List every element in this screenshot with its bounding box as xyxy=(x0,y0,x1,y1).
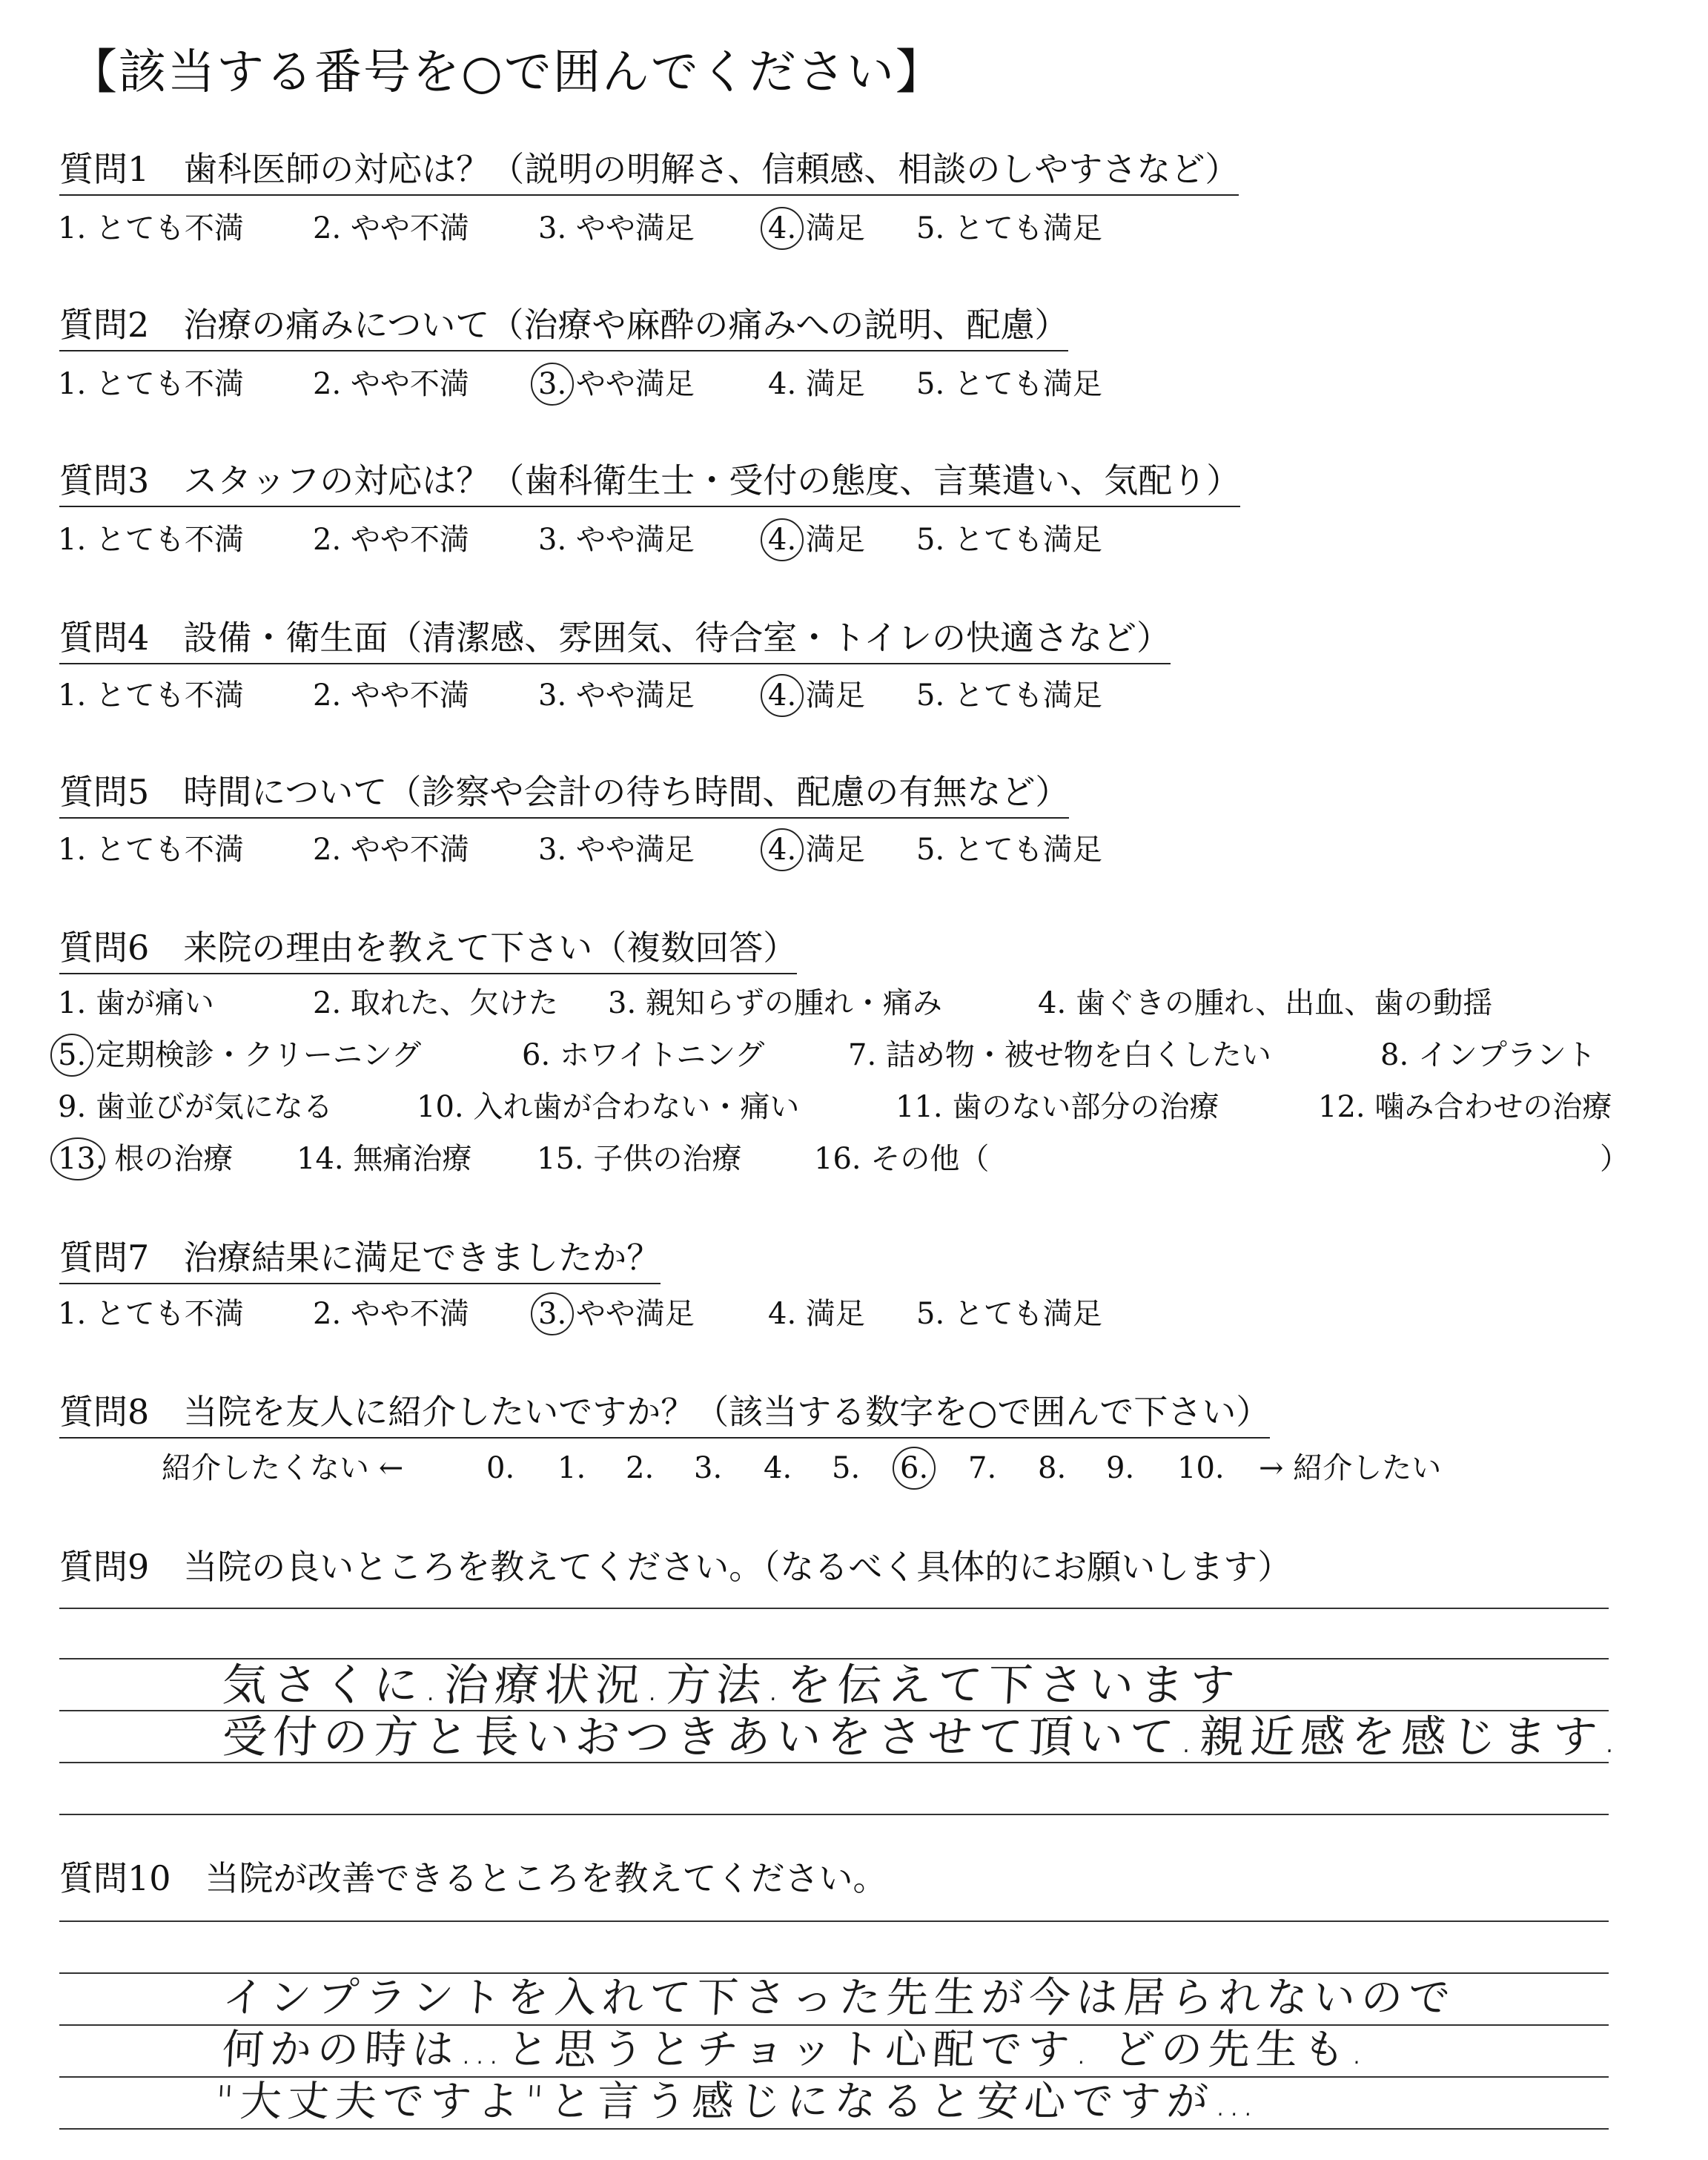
q1-option-4[interactable]: 4. 満足 xyxy=(768,208,865,249)
question-3-title: 質問3 スタッフの対応は？（歯科衛生士・受付の態度、言葉遣い、気配り） xyxy=(59,460,1240,507)
q8-option-2[interactable]: 2. xyxy=(626,1451,655,1485)
question-7-options xyxy=(58,1293,1689,1335)
q6-option-3[interactable]: 3. 親知らずの腫れ・痛み xyxy=(608,986,942,1020)
q2-option-4[interactable]: 4. 満足 xyxy=(768,367,865,401)
q10-answer-line-3: "大丈夫ですよ"と言う感じになると安心ですが… xyxy=(214,2078,1263,2126)
q5-option-5[interactable]: 5. とても満足 xyxy=(916,833,1102,867)
question-4-options xyxy=(58,675,1689,716)
answer-line xyxy=(59,1920,1609,1922)
q8-option-5[interactable]: 5. xyxy=(832,1451,861,1485)
q7-option-1[interactable]: 1. とても不満 xyxy=(58,1297,244,1331)
answer-line xyxy=(59,2128,1609,2130)
q8-option-7[interactable]: 7. xyxy=(968,1451,997,1485)
answer-line xyxy=(59,1608,1609,1609)
q2-option-5[interactable]: 5. とても満足 xyxy=(916,367,1102,401)
question-2-options xyxy=(58,363,1689,405)
selection-circle xyxy=(531,363,574,406)
selection-circle xyxy=(893,1447,936,1490)
question-5-title: 質問5 時間について（診察や会計の待ち時間、配慮の有無など） xyxy=(59,771,1069,819)
q7-option-4[interactable]: 4. 満足 xyxy=(768,1297,865,1331)
q6-option-2[interactable]: 2. 取れた、欠けた xyxy=(313,986,558,1020)
q6-option-12[interactable]: 12. 噛み合わせの治療 xyxy=(1318,1090,1612,1124)
question-8-scale xyxy=(58,1447,1689,1489)
question-1-options xyxy=(58,208,1689,249)
q6-option-7[interactable]: 7. 詰め物・被せ物を白くしたい xyxy=(848,1038,1271,1072)
q6-option-4[interactable]: 4. 歯ぐきの腫れ、出血、歯の動揺 xyxy=(1038,986,1493,1020)
question-1-title: 質問1 歯科医師の対応は？（説明の明解さ、信頼感、相談のしやすさなど） xyxy=(59,148,1239,196)
question-6-row-1 xyxy=(58,982,1689,1024)
q10-answer-line-2: 何かの時は…と思うとチョット心配です. どの先生も. xyxy=(221,2026,1371,2074)
question-3-options xyxy=(58,519,1689,561)
q1-option-1[interactable]: 1. とても不満 xyxy=(58,211,244,245)
q8-right-label: → 紹介したい xyxy=(1259,1451,1442,1485)
selection-circle xyxy=(761,518,804,561)
question-4-title: 質問4 設備・衛生面（清潔感、雰囲気、待合室・トイレの快適さなど） xyxy=(59,617,1171,664)
question-2-title: 質問2 治療の痛みについて（治療や麻酔の痛みへの説明、配慮） xyxy=(59,304,1068,351)
q6-option-8[interactable]: 8. インプラント xyxy=(1380,1038,1596,1072)
question-6-row-4 xyxy=(58,1138,1689,1180)
page-title: 【該当する番号を○で囲んでください】 xyxy=(70,45,944,100)
q6-option-16[interactable]: 16. その他（ xyxy=(814,1142,990,1176)
q3-option-1[interactable]: 1. とても不満 xyxy=(58,523,244,557)
q8-left-label: 紹介したくない ← xyxy=(162,1451,404,1485)
q8-option-0[interactable]: 0. xyxy=(486,1451,515,1485)
other-close-paren: ） xyxy=(1600,1142,1629,1176)
q8-option-4[interactable]: 4. xyxy=(764,1451,792,1485)
q6-option-11[interactable]: 11. 歯のない部分の治療 xyxy=(896,1090,1219,1124)
question-9-title: 質問9 当院の良いところを教えてください。（なるべく具体的にお願いします） xyxy=(59,1547,1292,1587)
selection-circle xyxy=(50,1034,93,1077)
q6-option-9[interactable]: 9. 歯並びが気になる xyxy=(58,1090,333,1124)
q4-option-3[interactable]: 3. やや満足 xyxy=(538,678,695,713)
question-5-options xyxy=(58,829,1689,871)
q4-option-4[interactable]: 4. 満足 xyxy=(768,675,865,716)
selection-circle xyxy=(761,674,804,717)
selection-circle xyxy=(761,207,804,250)
question-10-title: 質問10 当院が改善できるところを教えてください。 xyxy=(59,1858,887,1898)
q8-option-1[interactable]: 1. xyxy=(557,1451,586,1485)
q4-option-5[interactable]: 5. とても満足 xyxy=(916,678,1102,713)
q1-option-2[interactable]: 2. やや不満 xyxy=(313,211,469,245)
q3-option-4[interactable]: 4. 満足 xyxy=(768,519,865,561)
selection-circle xyxy=(761,828,804,871)
q3-option-5[interactable]: 5. とても満足 xyxy=(916,523,1102,557)
q8-option-10[interactable]: 10. xyxy=(1177,1451,1225,1485)
q5-option-3[interactable]: 3. やや満足 xyxy=(538,833,695,867)
q9-answer-line-1: 気さくに.治療状況.方法.を伝えて下さいます xyxy=(221,1659,1242,1711)
q8-option-9[interactable]: 9. xyxy=(1106,1451,1135,1485)
q3-option-2[interactable]: 2. やや不満 xyxy=(313,523,469,557)
question-6-title: 質問6 来院の理由を教えて下さい（複数回答） xyxy=(59,927,797,974)
q10-answer-line-1: インプラントを入れて下さった先生が今は居られないので xyxy=(221,1974,1457,2022)
q5-option-1[interactable]: 1. とても不満 xyxy=(58,833,244,867)
q5-option-2[interactable]: 2. やや不満 xyxy=(313,833,469,867)
q2-option-2[interactable]: 2. やや不満 xyxy=(313,367,469,401)
q6-option-13[interactable]: 13. 根の治療 xyxy=(58,1138,233,1180)
q8-option-8[interactable]: 8. xyxy=(1038,1451,1067,1485)
selection-circle xyxy=(531,1292,574,1335)
q2-option-1[interactable]: 1. とても不満 xyxy=(58,367,244,401)
question-6-row-2 xyxy=(58,1034,1689,1076)
q6-option-5[interactable]: 5. 定期検診・クリーニング xyxy=(58,1034,421,1076)
q8-option-6[interactable]: 6. xyxy=(900,1447,928,1489)
q4-option-2[interactable]: 2. やや不満 xyxy=(313,678,469,713)
q4-option-1[interactable]: 1. とても不満 xyxy=(58,678,244,713)
selection-circle xyxy=(50,1137,105,1180)
q6-option-1[interactable]: 1. 歯が痛い xyxy=(58,986,214,1020)
q7-option-5[interactable]: 5. とても満足 xyxy=(916,1297,1102,1331)
q2-option-3[interactable]: 3. やや満足 xyxy=(538,363,695,405)
q3-option-3[interactable]: 3. やや満足 xyxy=(538,523,695,557)
q6-option-15[interactable]: 15. 子供の治療 xyxy=(537,1142,742,1176)
q6-option-10[interactable]: 10. 入れ歯が合わない・痛い xyxy=(417,1090,800,1124)
question-8-title: 質問8 当院を友人に紹介したいですか？（該当する数字を○で囲んで下さい） xyxy=(59,1391,1270,1439)
answer-line xyxy=(59,1814,1609,1815)
question-6-row-3 xyxy=(58,1086,1689,1128)
q1-option-5[interactable]: 5. とても満足 xyxy=(916,211,1102,245)
q7-option-2[interactable]: 2. やや不満 xyxy=(313,1297,469,1331)
q7-option-3[interactable]: 3. やや満足 xyxy=(538,1293,695,1335)
q1-option-3[interactable]: 3. やや満足 xyxy=(538,211,695,245)
q6-option-6[interactable]: 6. ホワイトニング xyxy=(522,1038,765,1072)
q8-option-3[interactable]: 3. xyxy=(694,1451,723,1485)
question-7-title: 質問7 治療結果に満足できましたか？ xyxy=(59,1237,661,1284)
q5-option-4[interactable]: 4. 満足 xyxy=(768,829,865,871)
q9-answer-line-2: 受付の方と長いおつきあいをさせて頂いて.親近感を感じます. xyxy=(221,1711,1625,1763)
q6-option-14[interactable]: 14. 無痛治療 xyxy=(297,1142,472,1176)
